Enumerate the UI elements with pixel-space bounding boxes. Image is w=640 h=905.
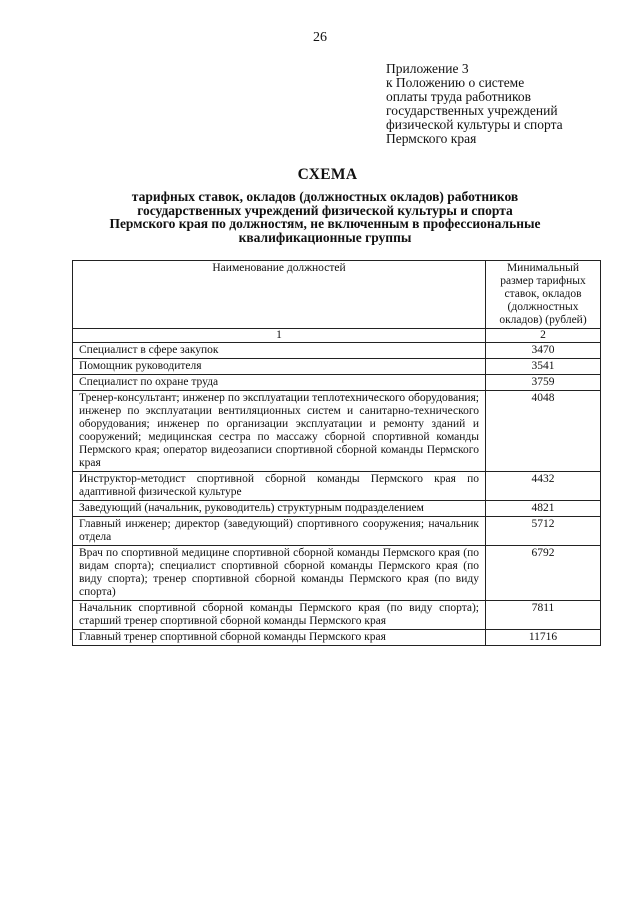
table-row	[73, 630, 601, 646]
appendix-line: Пермского края	[386, 131, 477, 146]
rate-value: 11716	[486, 630, 601, 646]
table-row	[73, 601, 601, 630]
table-row	[73, 472, 601, 501]
header-position-name: Наименование должностей	[73, 261, 486, 329]
rate-value: 4821	[486, 501, 601, 517]
position-name: Врач по спортивной медицине спортивной сборной команды Пермского края (по видам спорта); специалист спортивной сборной команды Пермского края (по виду спорта); тренер спортивной сборной команды Пермского края (по виду спорта)	[73, 546, 486, 601]
position-name: Главный инженер; директор (заведующий) спортивного сооружения; начальник отдела	[73, 517, 486, 546]
rate-value: 4048	[486, 391, 601, 472]
rate-value: 6792	[486, 546, 601, 601]
appendix-line: государственных учреждений	[386, 103, 558, 118]
position-name: Помощник руководителя	[73, 359, 486, 375]
rate-value: 3759	[486, 375, 601, 391]
rate-value: 3541	[486, 359, 601, 375]
appendix-line: оплаты труда работников	[386, 89, 531, 104]
position-name: Специалист по охране труда	[73, 375, 486, 391]
table-row	[73, 343, 601, 359]
subtitle-line: квалификационные группы	[238, 229, 412, 245]
subtitle-line: Пермского края по должностям, не включенным в профессиональные	[109, 216, 541, 231]
rate-value: 3470	[486, 343, 601, 359]
position-name: Специалист в сфере закупок	[73, 343, 486, 359]
table-row	[73, 546, 601, 601]
column-number: 2	[486, 329, 601, 343]
appendix-line: к Положению о системе	[386, 75, 525, 90]
position-name: Инструктор-методист спортивной сборной команды Пермского края по адаптивной физической культуре	[73, 472, 486, 501]
subtitle-line: государственных учреждений физической культуры и спорта	[137, 202, 513, 218]
position-name: Главный тренер спортивной сборной команды Пермского края	[73, 630, 486, 646]
appendix-line: физической культуры и спорта	[386, 117, 563, 132]
document-subtitle	[60, 190, 590, 244]
appendix-line: Приложение 3	[386, 61, 469, 76]
document-title: СХЕМА	[297, 166, 358, 183]
table-header-row	[73, 261, 601, 329]
position-name: Тренер-консультант; инженер по эксплуатации теплотехнического оборудования; инженер по эксплуатации вентиляционных систем и санитарно-технического оборудования; инженер по организации эксплуатации и ремонту зданий и сооружений; медицинская сестра по массажу сборной спортивной команды Пермского края; оператор видеозаписи спортивной сборной команды Пермского края	[73, 391, 486, 472]
column-number-row	[73, 329, 601, 343]
table-row	[73, 359, 601, 375]
rate-value: 4432	[486, 472, 601, 501]
rates-table	[72, 260, 601, 646]
position-name: Начальник спортивной сборной команды Пермского края (по виду спорта); старший тренер спортивной сборной команды Пермского края	[73, 601, 486, 630]
header-min-rate: Минимальный размер тарифных ставок, окладов (должностных окладов) (рублей)	[486, 261, 601, 329]
position-name: Заведующий (начальник, руководитель) структурным подразделением	[73, 501, 486, 517]
column-number: 1	[73, 329, 486, 343]
table-row	[73, 501, 601, 517]
table-row	[73, 391, 601, 472]
page-number: 26	[313, 30, 327, 45]
rate-value: 7811	[486, 601, 601, 630]
table-row	[73, 517, 601, 546]
table-row	[73, 375, 601, 391]
appendix-note	[386, 62, 626, 146]
rate-value: 5712	[486, 517, 601, 546]
subtitle-line: тарифных ставок, окладов (должностных окладов) работников	[131, 189, 519, 204]
